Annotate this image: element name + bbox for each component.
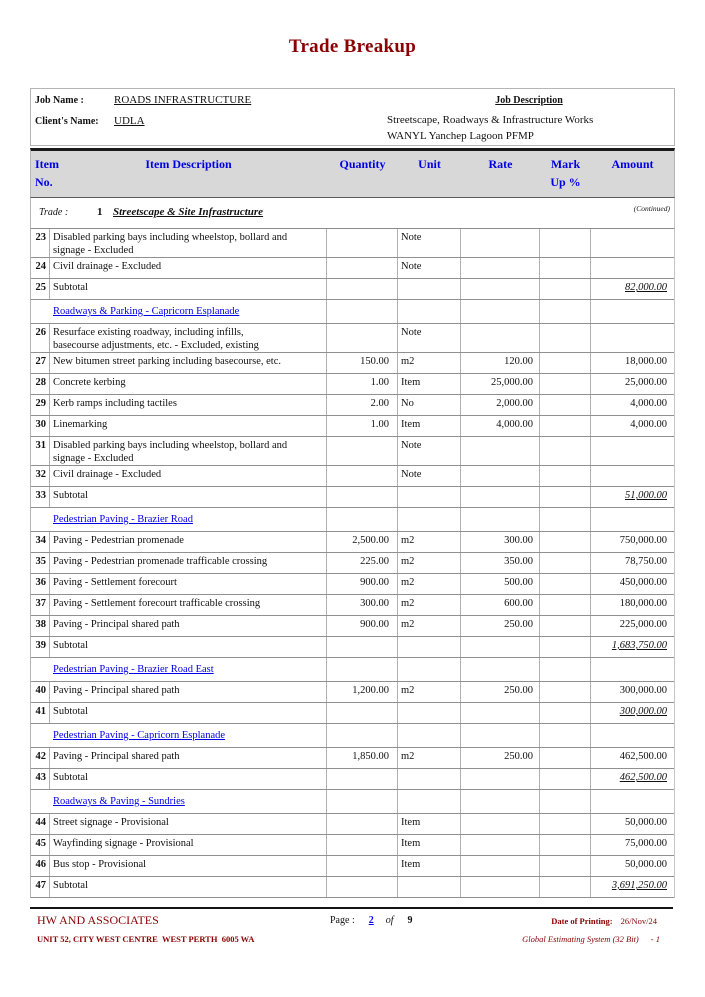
page-number: 2: [368, 915, 374, 926]
job-info-box: [30, 88, 675, 146]
item-no-cell: 31: [31, 437, 50, 465]
quantity-cell: [327, 258, 398, 278]
description-cell: Subtotal: [50, 637, 327, 657]
rate-cell: [461, 835, 540, 855]
rate-cell: 2,000.00: [461, 395, 540, 415]
job-description-line1: Streetscape, Roadways & Infrastructure Works: [387, 114, 594, 126]
amount-cell: [591, 258, 674, 278]
unit-cell: [398, 487, 461, 507]
item-no-cell: 40: [31, 682, 50, 702]
markup-cell: [540, 748, 591, 768]
rate-cell: 4,000.00: [461, 416, 540, 436]
amount-cell: 225,000.00: [619, 619, 667, 630]
rate-cell: 120.00: [461, 353, 540, 373]
item-row: [31, 374, 674, 395]
markup-cell: [540, 395, 591, 415]
item-no-cell: 33: [31, 487, 50, 507]
quantity-cell: 900.00: [327, 616, 398, 636]
item-no-cell: 41: [31, 703, 50, 723]
description-cell: Kerb ramps including tactiles: [50, 395, 327, 415]
amount-cell: 4,000.00: [630, 398, 667, 409]
quantity-cell: [327, 790, 398, 813]
quantity-cell: [327, 703, 398, 723]
unit-cell: [398, 300, 461, 323]
unit-cell: Note: [398, 437, 461, 465]
continued-note: (Continued): [633, 204, 670, 213]
description-cell: [50, 300, 327, 323]
markup-cell: [540, 532, 591, 552]
amount-cell: 3,691,250.00: [611, 880, 667, 891]
rate-cell: [461, 437, 540, 465]
rate-cell: 350.00: [461, 553, 540, 573]
subtotal-row: [31, 637, 674, 658]
quantity-cell: [327, 856, 398, 876]
page-title: Trade Breakup: [288, 36, 417, 57]
description-cell: Subtotal: [50, 877, 327, 897]
quantity-cell: [327, 229, 398, 257]
item-no-cell: 45: [31, 835, 50, 855]
item-row: [31, 595, 674, 616]
unit-cell: m2: [398, 682, 461, 702]
item-no-cell: 46: [31, 856, 50, 876]
unit-cell: Item: [398, 835, 461, 855]
item-no-cell: 37: [31, 595, 50, 615]
amount-cell: 450,000.00: [619, 577, 667, 588]
header-rate: Rate: [488, 157, 513, 171]
header-markup: Mark Up %: [550, 157, 581, 189]
item-row: [31, 416, 674, 437]
rate-cell: 250.00: [461, 748, 540, 768]
amount-cell: 51,000.00: [625, 490, 667, 501]
amount-cell: 180,000.00: [619, 598, 667, 609]
markup-cell: [540, 374, 591, 394]
unit-cell: m2: [398, 574, 461, 594]
quantity-cell: 1.00: [327, 416, 398, 436]
section-title: Roadways & Paving - Sundries: [53, 796, 185, 807]
quantity-cell: 1,200.00: [327, 682, 398, 702]
rate-cell: [461, 814, 540, 834]
item-row: [31, 616, 674, 637]
unit-cell: [398, 703, 461, 723]
item-row: [31, 814, 674, 835]
unit-cell: [398, 279, 461, 299]
rate-cell: [461, 258, 540, 278]
description-cell: Wayfinding signage - Provisional: [50, 835, 327, 855]
item-no-cell: 28: [31, 374, 50, 394]
item-no-cell: 34: [31, 532, 50, 552]
markup-cell: [540, 324, 591, 352]
trade-breakup-table: [30, 148, 675, 898]
item-row: [31, 532, 674, 553]
item-no-cell: [31, 300, 50, 323]
description-cell: New bitumen street parking including basecourse, etc.: [50, 353, 327, 373]
trade-title-row: [30, 198, 675, 229]
item-no-cell: 24: [31, 258, 50, 278]
item-row: [31, 835, 674, 856]
amount-cell: 300,000.00: [619, 685, 667, 696]
description-cell: Subtotal: [50, 279, 327, 299]
description-cell: [50, 658, 327, 681]
quantity-cell: [327, 877, 398, 897]
unit-cell: m2: [398, 532, 461, 552]
job-description-label: Job Description: [495, 95, 563, 106]
description-cell: Civil drainage - Excluded: [50, 258, 327, 278]
quantity-cell: 900.00: [327, 574, 398, 594]
markup-cell: [540, 616, 591, 636]
page-indicator: [330, 915, 413, 926]
quantity-cell: [327, 466, 398, 486]
markup-cell: [540, 508, 591, 531]
description-cell: Subtotal: [50, 769, 327, 789]
rate-cell: 250.00: [461, 682, 540, 702]
system-name: Global Estimating System (32 Bit) - 1: [522, 934, 660, 944]
rate-cell: [461, 856, 540, 876]
markup-cell: [540, 574, 591, 594]
table-header: [30, 148, 675, 198]
quantity-cell: [327, 437, 398, 465]
description-cell: Disabled parking bays including wheelstop, bollard and signage - Excluded: [50, 229, 327, 257]
unit-cell: Item: [398, 416, 461, 436]
section-row: [31, 790, 674, 814]
rate-cell: [461, 466, 540, 486]
quantity-cell: [327, 769, 398, 789]
quantity-cell: [327, 814, 398, 834]
item-row: [31, 395, 674, 416]
quantity-cell: [327, 637, 398, 657]
subtotal-row: [31, 877, 674, 898]
amount-cell: [591, 437, 674, 465]
item-no-cell: 39: [31, 637, 50, 657]
item-no-cell: 23: [31, 229, 50, 257]
markup-cell: [540, 637, 591, 657]
quantity-cell: 150.00: [327, 353, 398, 373]
item-no-cell: 30: [31, 416, 50, 436]
amount-cell: [591, 300, 674, 323]
markup-cell: [540, 353, 591, 373]
subtotal-row: [31, 769, 674, 790]
item-row: [31, 856, 674, 877]
quantity-cell: 2,500.00: [327, 532, 398, 552]
markup-cell: [540, 300, 591, 323]
unit-cell: [398, 658, 461, 681]
amount-cell: 1,683,750.00: [611, 640, 667, 651]
item-row: [31, 466, 674, 487]
rate-cell: [461, 300, 540, 323]
quantity-cell: 1,850.00: [327, 748, 398, 768]
quantity-cell: [327, 324, 398, 352]
description-cell: Paving - Principal shared path: [50, 616, 327, 636]
markup-cell: [540, 416, 591, 436]
quantity-cell: [327, 658, 398, 681]
description-cell: Paving - Pedestrian promenade trafficable crossing: [50, 553, 327, 573]
quantity-cell: 2.00: [327, 395, 398, 415]
unit-cell: [398, 508, 461, 531]
unit-cell: No: [398, 395, 461, 415]
page-total: 9: [407, 915, 413, 926]
trade-name: Streetscape & Site Infrastructure: [113, 206, 264, 218]
quantity-cell: 300.00: [327, 595, 398, 615]
item-row: [31, 748, 674, 769]
item-no-cell: 44: [31, 814, 50, 834]
unit-cell: [398, 637, 461, 657]
date-of-printing: [551, 916, 657, 926]
section-title: Pedestrian Paving - Brazier Road: [53, 514, 193, 525]
section-title: Pedestrian Paving - Brazier Road East: [53, 664, 214, 675]
item-row: [31, 353, 674, 374]
trade-label: Trade :: [39, 207, 69, 218]
subtotal-row: [31, 703, 674, 724]
item-row: [31, 258, 674, 279]
description-cell: Paving - Principal shared path: [50, 748, 327, 768]
item-no-cell: [31, 508, 50, 531]
system-suffix: - 1: [650, 934, 660, 944]
unit-cell: m2: [398, 595, 461, 615]
amount-cell: [591, 229, 674, 257]
page-label: Page :: [330, 915, 355, 926]
markup-cell: [540, 466, 591, 486]
quantity-cell: [327, 487, 398, 507]
unit-cell: [398, 724, 461, 747]
subtotal-row: [31, 487, 674, 508]
description-cell: Concrete kerbing: [50, 374, 327, 394]
rate-cell: [461, 229, 540, 257]
amount-cell: 82,000.00: [625, 282, 667, 293]
description-cell: [50, 508, 327, 531]
amount-cell: [591, 658, 674, 681]
company-name: HW AND ASSOCIATES: [37, 913, 159, 927]
header-amount: Amount: [611, 157, 654, 171]
section-row: [31, 508, 674, 532]
description-cell: Street signage - Provisional: [50, 814, 327, 834]
markup-cell: [540, 856, 591, 876]
item-no-cell: 27: [31, 353, 50, 373]
item-no-cell: 35: [31, 553, 50, 573]
quantity-cell: [327, 835, 398, 855]
rate-cell: [461, 703, 540, 723]
amount-cell: [591, 466, 674, 486]
unit-cell: m2: [398, 616, 461, 636]
amount-cell: 4,000.00: [630, 419, 667, 430]
markup-cell: [540, 595, 591, 615]
unit-cell: m2: [398, 353, 461, 373]
amount-cell: [591, 790, 674, 813]
amount-cell: 462,500.00: [619, 751, 667, 762]
item-no-cell: 32: [31, 466, 50, 486]
client-name-value: UDLA: [114, 115, 145, 127]
unit-cell: [398, 790, 461, 813]
rate-cell: 600.00: [461, 595, 540, 615]
quantity-cell: [327, 300, 398, 323]
rate-cell: 250.00: [461, 616, 540, 636]
rate-cell: [461, 279, 540, 299]
unit-cell: Note: [398, 466, 461, 486]
section-title: Roadways & Parking - Capricorn Esplanade: [53, 306, 240, 317]
markup-cell: [540, 835, 591, 855]
page-of-label: of: [385, 915, 394, 926]
unit-cell: Note: [398, 258, 461, 278]
description-cell: Subtotal: [50, 703, 327, 723]
item-no-cell: 47: [31, 877, 50, 897]
unit-cell: [398, 877, 461, 897]
description-cell: Linemarking: [50, 416, 327, 436]
rate-cell: [461, 724, 540, 747]
description-cell: Bus stop - Provisional: [50, 856, 327, 876]
markup-cell: [540, 682, 591, 702]
unit-cell: Note: [398, 229, 461, 257]
item-row: [31, 229, 674, 258]
description-cell: Paving - Pedestrian promenade: [50, 532, 327, 552]
header-item-no: Item No.: [35, 157, 59, 189]
footer-divider: [30, 907, 673, 909]
table-body: [30, 229, 675, 898]
item-no-cell: [31, 658, 50, 681]
rate-cell: [461, 637, 540, 657]
markup-cell: [540, 437, 591, 465]
unit-cell: Item: [398, 374, 461, 394]
client-name-label: Client's Name:: [35, 116, 99, 127]
unit-cell: Note: [398, 324, 461, 352]
description-cell: Paving - Principal shared path: [50, 682, 327, 702]
item-no-cell: 29: [31, 395, 50, 415]
description-cell: [50, 790, 327, 813]
rate-cell: 25,000.00: [461, 374, 540, 394]
markup-cell: [540, 258, 591, 278]
markup-cell: [540, 790, 591, 813]
markup-cell: [540, 769, 591, 789]
description-cell: [50, 724, 327, 747]
description-cell: Resurface existing roadway, including infills, basecourse adjustments, etc. - Excluded, existing: [50, 324, 327, 352]
item-row: [31, 682, 674, 703]
header-quantity: Quantity: [339, 157, 386, 171]
item-no-cell: 42: [31, 748, 50, 768]
markup-cell: [540, 724, 591, 747]
amount-cell: 75,000.00: [625, 838, 667, 849]
amount-cell: 50,000.00: [625, 817, 667, 828]
rate-cell: [461, 508, 540, 531]
section-row: [31, 300, 674, 324]
item-row: [31, 574, 674, 595]
item-row: [31, 437, 674, 466]
company-address: UNIT 52, CITY WEST CENTRE WEST PERTH 6005 WA: [37, 934, 255, 944]
description-cell: Paving - Settlement forecourt: [50, 574, 327, 594]
markup-cell: [540, 658, 591, 681]
description-cell: Paving - Settlement forecourt trafficable crossing: [50, 595, 327, 615]
description-cell: Subtotal: [50, 487, 327, 507]
subtotal-row: [31, 279, 674, 300]
printing-date-value: 26/Nov/24: [620, 916, 657, 926]
amount-cell: 300,000.00: [619, 706, 667, 717]
markup-cell: [540, 877, 591, 897]
amount-cell: [591, 724, 674, 747]
unit-cell: Item: [398, 814, 461, 834]
item-row: [31, 553, 674, 574]
quantity-cell: [327, 279, 398, 299]
unit-cell: m2: [398, 748, 461, 768]
item-no-cell: 43: [31, 769, 50, 789]
markup-cell: [540, 229, 591, 257]
description-cell: Civil drainage - Excluded: [50, 466, 327, 486]
job-name-label: Job Name :: [35, 95, 84, 106]
item-no-cell: 38: [31, 616, 50, 636]
markup-cell: [540, 703, 591, 723]
rate-cell: [461, 658, 540, 681]
markup-cell: [540, 553, 591, 573]
item-no-cell: 26: [31, 324, 50, 352]
item-no-cell: 25: [31, 279, 50, 299]
quantity-cell: 225.00: [327, 553, 398, 573]
job-name-value: ROADS INFRASTRUCTURE: [114, 94, 252, 106]
quantity-cell: 1.00: [327, 374, 398, 394]
job-description-line2: WANYL Yanchep Lagoon PFMP: [387, 130, 534, 142]
rate-cell: [461, 790, 540, 813]
item-no-cell: [31, 790, 50, 813]
rate-cell: 500.00: [461, 574, 540, 594]
rate-cell: [461, 324, 540, 352]
unit-cell: Item: [398, 856, 461, 876]
description-cell: Disabled parking bays including wheelstop, bollard and signage - Excluded: [50, 437, 327, 465]
amount-cell: 25,000.00: [625, 377, 667, 388]
amount-cell: 78,750.00: [625, 556, 667, 567]
printing-date-label: Date of Printing:: [551, 916, 613, 926]
rate-cell: [461, 769, 540, 789]
amount-cell: [591, 324, 674, 352]
amount-cell: [591, 508, 674, 531]
quantity-cell: [327, 724, 398, 747]
page-footer: [30, 912, 675, 957]
item-no-cell: [31, 724, 50, 747]
section-row: [31, 724, 674, 748]
unit-cell: [398, 769, 461, 789]
section-row: [31, 658, 674, 682]
quantity-cell: [327, 508, 398, 531]
amount-cell: 50,000.00: [625, 859, 667, 870]
section-title: Pedestrian Paving - Capricorn Esplanade: [53, 730, 226, 741]
amount-cell: 18,000.00: [625, 356, 667, 367]
rate-cell: [461, 877, 540, 897]
unit-cell: m2: [398, 553, 461, 573]
item-no-cell: 36: [31, 574, 50, 594]
markup-cell: [540, 487, 591, 507]
rate-cell: 300.00: [461, 532, 540, 552]
header-description: Item Description: [145, 157, 232, 171]
markup-cell: [540, 814, 591, 834]
trade-number: 1: [97, 206, 103, 218]
header-unit: Unit: [418, 157, 441, 171]
item-row: [31, 324, 674, 353]
amount-cell: 462,500.00: [619, 772, 667, 783]
markup-cell: [540, 279, 591, 299]
amount-cell: 750,000.00: [619, 535, 667, 546]
rate-cell: [461, 487, 540, 507]
